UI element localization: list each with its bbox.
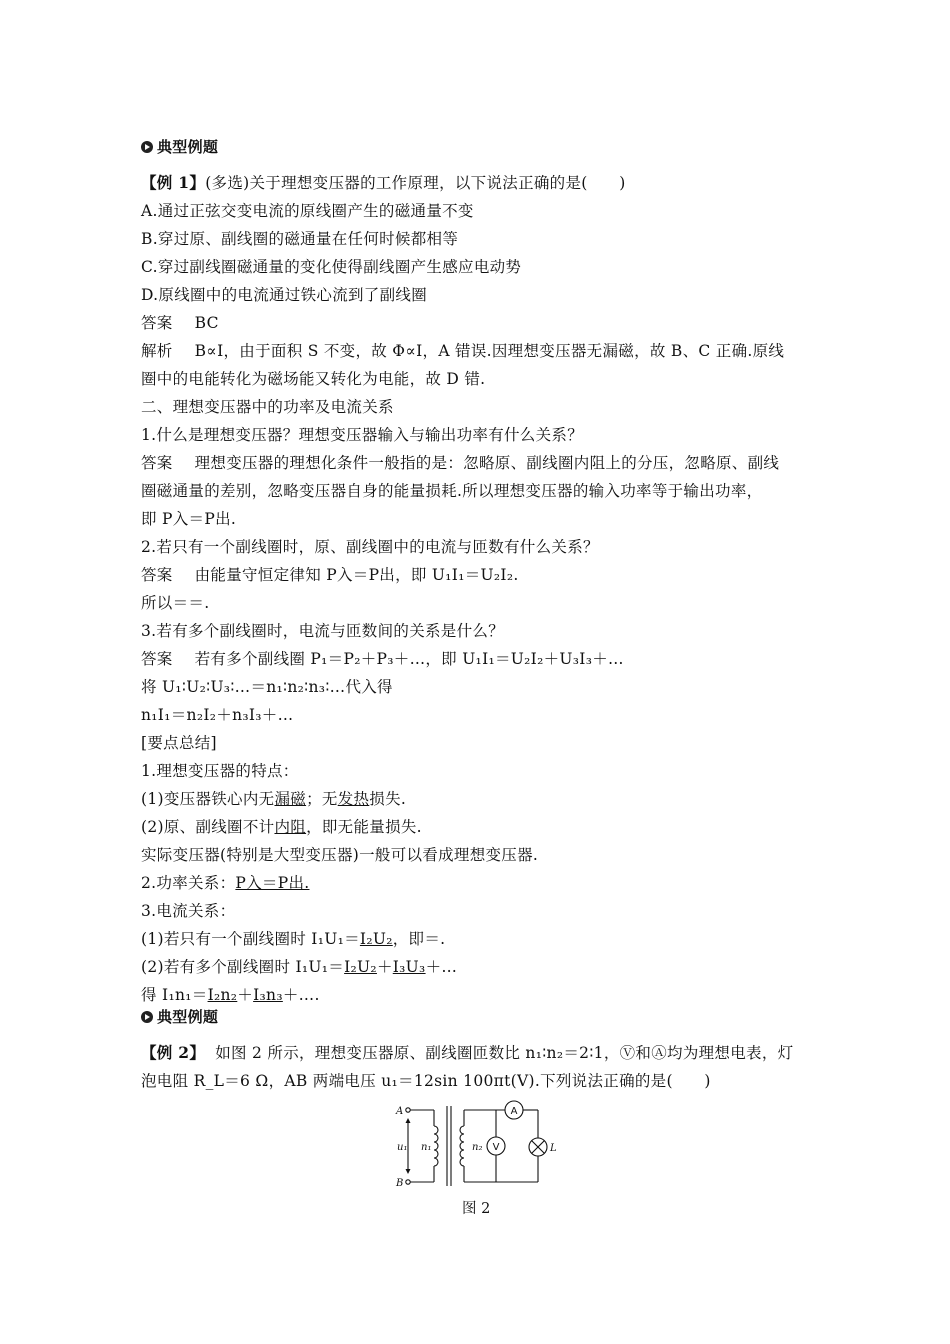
label-a: A [396,1106,404,1117]
summary-point1c: 实际变压器(特别是大型变压器)一般可以看成理想变压器. [141,846,539,864]
ammeter-label: A [510,1106,518,1117]
part2-answer1-line1 [141,453,779,473]
section-heading-typical-examples-2 [141,1007,218,1027]
summary-point3c [141,985,320,1005]
blank-answer: I₂U₂ [359,930,393,948]
answer-text: 若有多个副线圈 P₁＝P₂＋P₃＋…，即 U₁I₁＝U₂I₂＋U₃I₃＋… [194,650,624,668]
secondary-coil [460,1126,464,1166]
text: (1)若只有一个副线圈时 I₁U₁＝ [141,930,360,948]
answer-value: BC [194,314,219,332]
summary-point1b [141,817,422,837]
label-n1: n₁ [421,1142,432,1153]
blank-answer: I₂U₂ [344,958,377,976]
blank-answer: I₃n₃ [253,986,283,1004]
blank-answer: I₂n₂ [207,986,238,1004]
example1-question: (多选)关于理想变压器的工作原理，以下说法正确的是( ) [205,174,626,192]
part2-answer1-line3: 即 P入＝P出. [141,510,237,528]
summary-point2 [141,873,309,893]
text: 损失. [369,790,407,808]
answer-label: 答案 [141,314,173,332]
section-heading-typical-examples [141,137,218,157]
voltmeter-label: V [492,1142,500,1153]
example1-option-a: A.通过正弦交变电流的原线圈产生的磁通量不变 [141,202,474,220]
answer-label: 答案 [141,650,173,668]
summary-point3a [141,929,445,949]
summary-point3b [141,957,457,977]
text: (2)若有多个副线圈时 I₁U₁＝ [141,958,345,976]
example1-tag: 【例 1】 [141,173,206,192]
example1-analysis-line1 [141,341,784,361]
blank-answer: P入＝P出. [235,874,310,892]
label-b: B [396,1178,404,1189]
part2-answer3-line3: n₁I₁＝n₂I₂＋n₃I₃＋… [141,706,294,724]
example1-analysis-line2: 圈中的电能转化为磁场能又转化为电能，故 D 错. [141,370,486,388]
example1-answer [141,313,219,333]
blank-answer: I₃U₃ [392,958,426,976]
part2-question3: 3.若有多个副线圈时，电流与匝数间的关系是什么？ [141,622,504,640]
summary-point1a [141,789,406,809]
part2-answer2-line2: 所以＝＝. [141,594,210,612]
part2-answer1-line2: 圈磁通量的差别，忽略变压器自身的能量损耗.所以理想变压器的输入功率等于输出功率， [141,482,763,500]
text: ；无 [306,790,338,808]
part2-answer3-line2: 将 U₁∶U₂∶U₃∶…＝n₁∶n₂∶n₃∶…代入得 [141,678,393,696]
part2-heading: 二、理想变压器中的功率及电流关系 [141,398,394,416]
example1-option-b: B.穿过原、副线圈的磁通量在任何时候都相等 [141,230,459,248]
example1-stem [141,173,626,193]
summary-point1: 1.理想变压器的特点： [141,762,299,780]
blank-answer: 发热 [337,790,370,808]
play-bullet-icon [141,141,153,153]
primary-coil [434,1126,438,1166]
text: ，即无能量损失. [306,818,422,836]
summary-point3: 3.电流关系： [141,902,236,920]
part2-answer2-line1 [141,565,519,585]
analysis-label: 解析 [141,342,173,360]
example1-option-c: C.穿过副线圈磁通量的变化使得副线圈产生感应电动势 [141,258,522,276]
text: 2.功率关系： [141,874,236,892]
blank-answer: 漏磁 [274,790,307,808]
label-u1: u₁ [397,1142,408,1153]
part2-question2: 2.若只有一个副线圈时，原、副线圈中的电流与匝数有什么关系？ [141,538,599,556]
terminal-a [406,1108,410,1112]
terminal-b [406,1180,410,1184]
example2-tag: 【例 2】 [141,1043,206,1062]
answer-label: 答案 [141,566,173,584]
example1-option-d: D.原线圈中的电流通过铁心流到了副线圈 [141,286,428,304]
text: (1)变压器铁心内无 [141,790,275,808]
label-l: L [550,1143,557,1154]
part2-question1: 1.什么是理想变压器？理想变压器输入与输出功率有什么关系？ [141,426,583,444]
text: ＋…. [282,986,320,1004]
analysis-text: B∝I，由于面积 S 不变，故 Φ∝I，A 错误.因理想变压器无漏磁，故 B、C 正确.原线 [194,342,785,360]
text: ＋… [425,958,458,976]
part2-answer3-line1 [141,649,624,669]
text: (2)原、副线圈不计 [141,818,275,836]
summary-heading: [要点总结] [141,734,217,752]
section-title: 典型例题 [157,138,219,156]
transformer-circuit-figure [392,1100,562,1195]
example2-stem-line2: 泡电阻 R_L＝6 Ω，AB 两端电压 u₁＝12sin 100πt(V).下列说法正确的是( ) [141,1072,711,1090]
label-n2: n₂ [472,1142,483,1153]
text: ＋ [376,958,393,976]
text: ＋ [237,986,254,1004]
play-bullet-icon [141,1011,153,1023]
answer-text: 由能量守恒定律知 P入＝P出，即 U₁I₁＝U₂I₂. [194,566,519,584]
section-title: 典型例题 [157,1008,219,1026]
example2-question: 如图 2 所示，理想变压器原、副线圈匝数比 n₁∶n₂＝2∶1，Ⓥ和Ⓐ均为理想电表，灯 [215,1044,794,1062]
text: ，即＝. [392,930,446,948]
blank-answer: 内阻 [274,818,307,836]
answer-label: 答案 [141,454,173,472]
answer-text: 理想变压器的理想化条件一般指的是：忽略原、副线圈内阻上的分压，忽略原、副线 [194,454,780,472]
figure-caption: 图 2 [462,1201,491,1217]
text: 得 I₁n₁＝ [141,986,208,1004]
example2-stem-line1 [141,1043,793,1063]
